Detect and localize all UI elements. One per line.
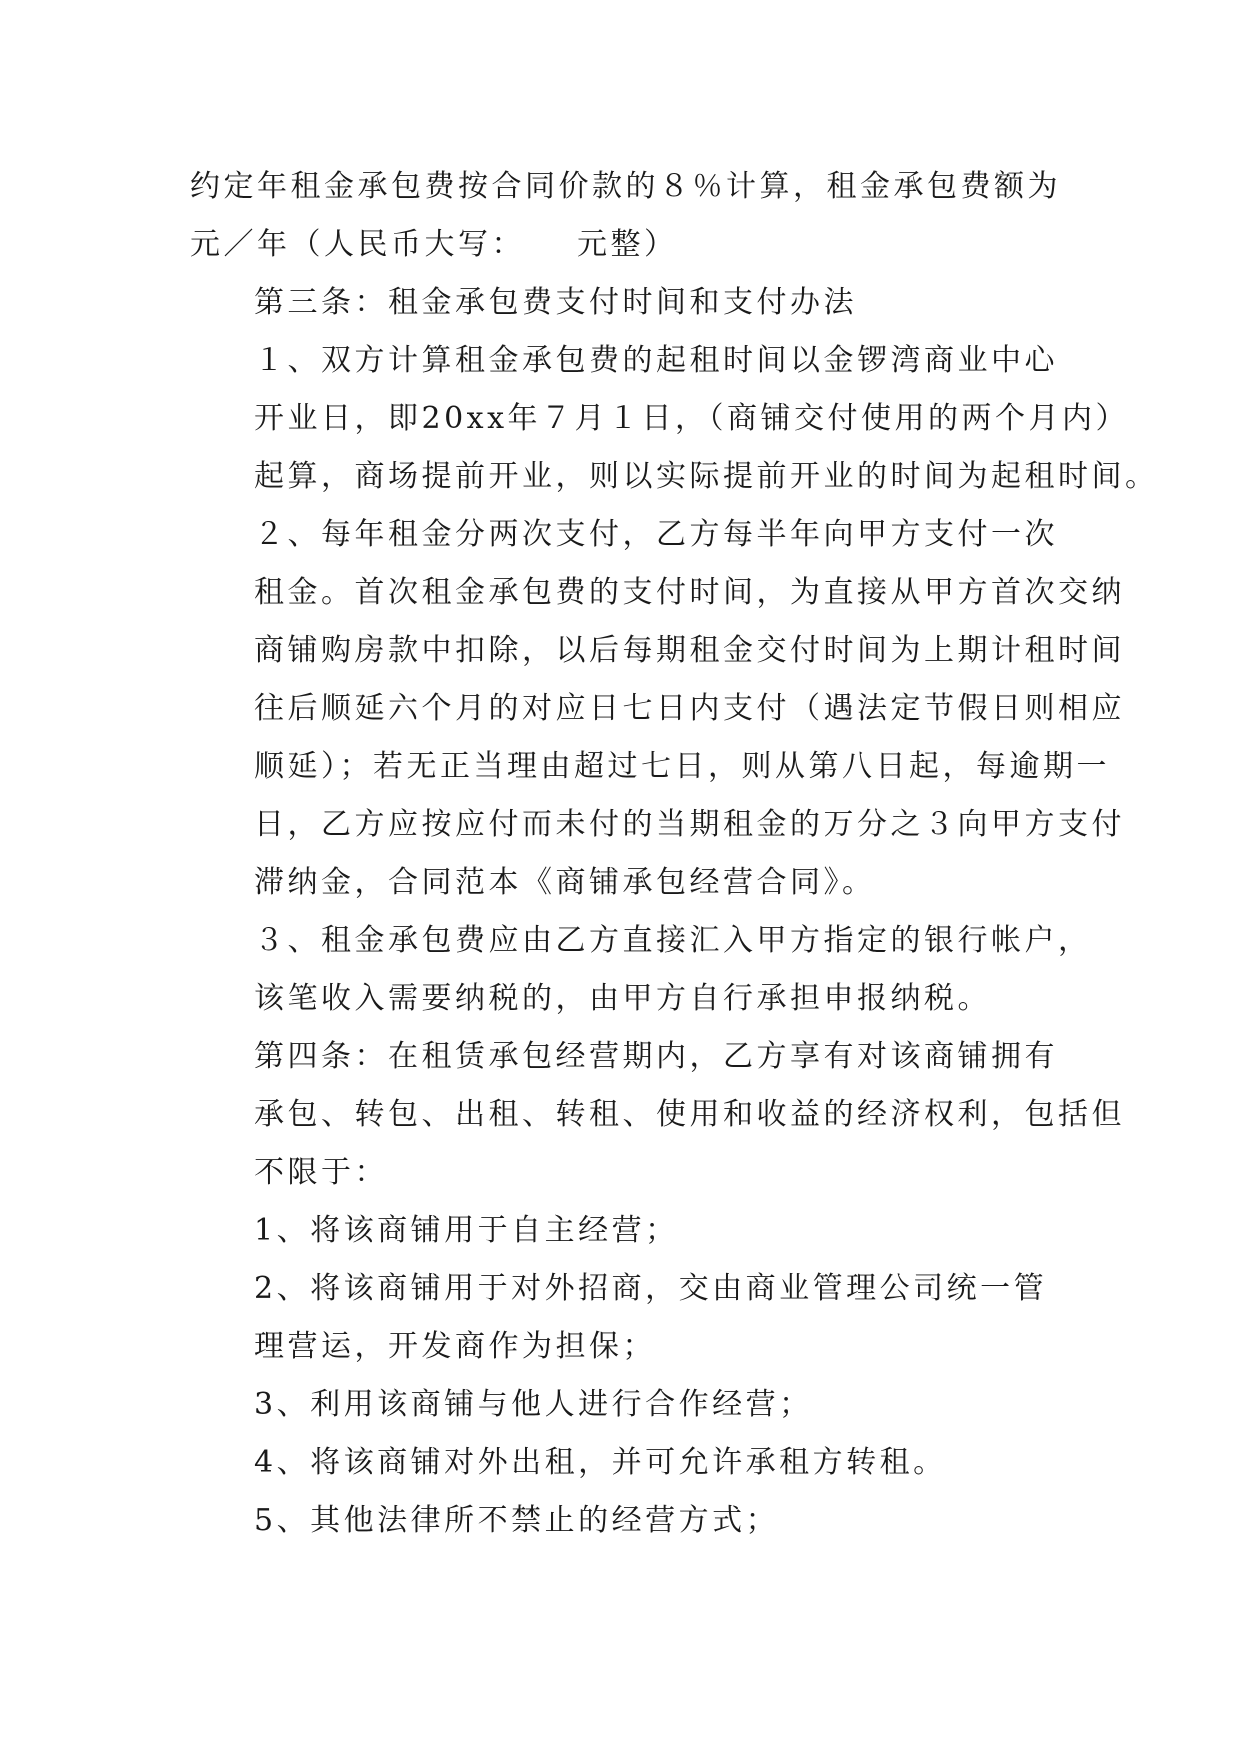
text-line: 约定年租金承包费按合同价款的８％计算，租金承包费额为 [190,169,1061,204]
text-line: 该笔收入需要纳税的，由甲方自行承担申报纳税。 [254,981,991,1016]
paragraph-p8 [190,1260,1050,1376]
paragraph-p10 [190,1434,1050,1492]
text-line: １、双方计算租金承包费的起租时间以金锣湾商业中心 [254,343,1058,378]
text-line: 开业日，即20xx年７月１日，（商铺交付使用的两个月内） [254,401,1130,436]
paragraph-p1 [190,158,1061,274]
text-line: 3、利用该商铺与他人进行合作经营； [254,1387,813,1422]
text-line: 商铺购房款中扣除，以后每期租金交付时间为上期计租时间 [254,633,1125,668]
text-line: 5、其他法律所不禁止的经营方式； [254,1503,780,1538]
paragraph-p6 [190,1028,1125,1202]
text-line: ３、租金承包费应由乙方直接汇入甲方指定的银行帐户， [254,923,1092,958]
text-line: 承包、转包、出租、转租、使用和收益的经济权利，包括但 [254,1097,1125,1132]
paragraph-p4 [190,506,1125,912]
text-line: 1、将该商铺用于自主经营； [254,1213,679,1248]
text-line: 4、将该商铺对外出租，并可允许承租方转租。 [254,1445,947,1480]
paragraph-p5 [190,912,1092,1028]
text-line: 起算，商场提前开业，则以实际提前开业的时间为起租时间。 [254,459,1159,494]
text-line: 元／年（人民币大写： 元整） [190,227,678,262]
paragraph-p3 [190,332,1159,506]
paragraph-p2 [190,274,1050,332]
text-line: 租金。首次租金承包费的支付时间，为直接从甲方首次交纳 [254,575,1125,610]
paragraph-p7 [190,1202,1050,1260]
text-line: 第四条：在租赁承包经营期内，乙方享有对该商铺拥有 [254,1039,1058,1074]
text-line: 日，乙方应按应付而未付的当期租金的万分之３向甲方支付 [254,807,1125,842]
paragraph-p11 [190,1492,1050,1550]
document-body [190,158,1159,1550]
text-line: 不限于： [254,1155,388,1190]
text-line: 2、将该商铺用于对外招商，交由商业管理公司统一管 [254,1271,1048,1306]
text-line: ２、每年租金分两次支付，乙方每半年向甲方支付一次 [254,517,1058,552]
text-line: 理营运，开发商作为担保； [254,1329,656,1364]
text-line: 往后顺延六个月的对应日七日内支付（遇法定节假日则相应 [254,691,1125,726]
paragraph-p9 [190,1376,1050,1434]
text-line: 顺延）；若无正当理由超过七日，则从第八日起，每逾期一 [254,749,1110,784]
text-line: 滞纳金，合同范本《商铺承包经营合同》。 [254,865,876,900]
text-line: 第三条：租金承包费支付时间和支付办法 [254,285,857,320]
